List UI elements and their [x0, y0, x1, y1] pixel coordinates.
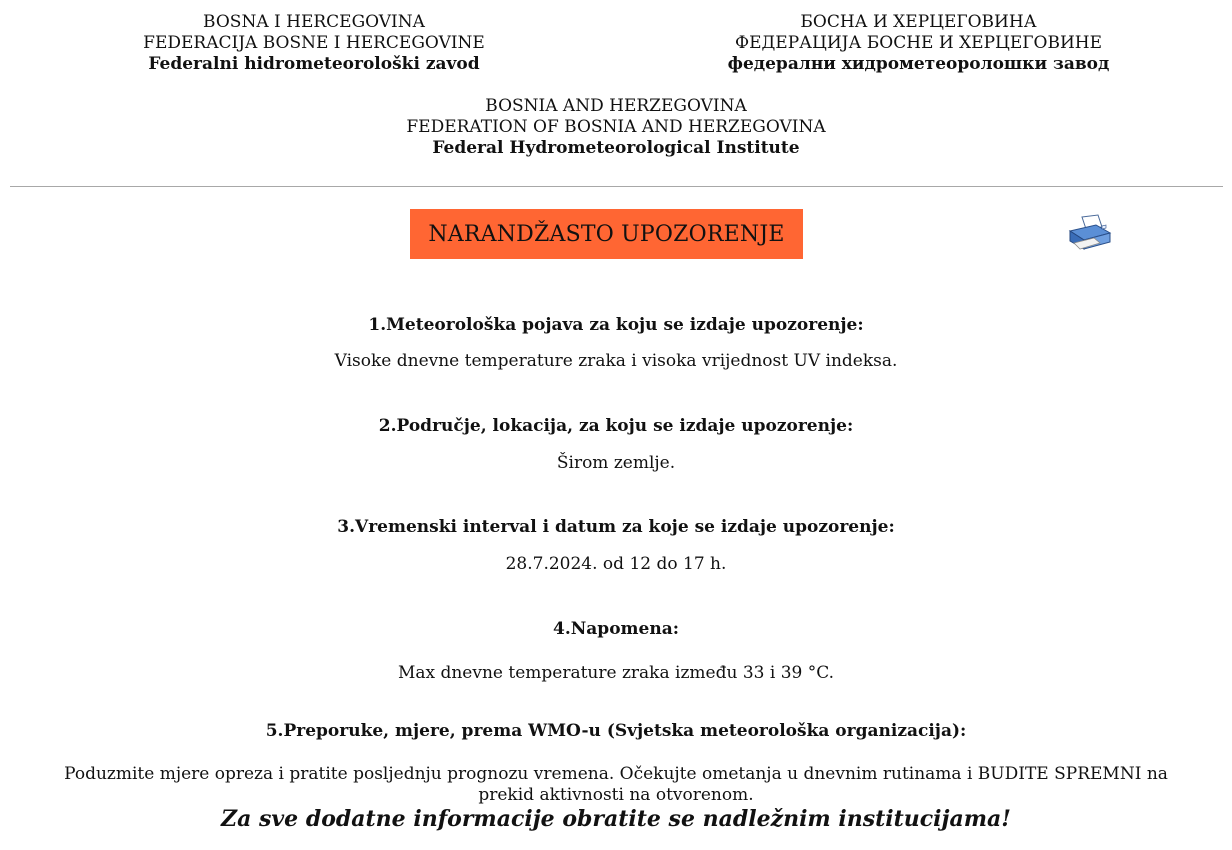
- printer-icon[interactable]: [1066, 213, 1112, 253]
- section-2-body: Širom zemlje.: [556, 453, 676, 473]
- header-latin-federation: FEDERACIJA BOSNE I HERCEGOVINE: [143, 33, 485, 53]
- header-english-federation: FEDERATION OF BOSNIA AND HERZEGOVINA: [406, 117, 826, 137]
- header-cyrillic-country: БОСНА И ХЕРЦЕГОВИНА: [800, 12, 1037, 32]
- section-3-body: 28.7.2024. od 12 do 17 h.: [505, 554, 727, 574]
- section-5-title: 5.Preporuke, mjere, prema WMO-u (Svjetska meteorološka organizacija):: [265, 721, 967, 741]
- section-3-title: 3.Vremenski interval i datum za koje se izdaje upozorenje:: [337, 517, 895, 537]
- section-5-body: Poduzmite mjere opreza i pratite posljednju prognozu vremena. Očekujte ometanja u dnevnim rutinama i BUDITE SPREMNI na prekid aktivnosti na otvorenom.: [64, 764, 1168, 805]
- header-latin: [0, 12, 628, 75]
- header-cyrillic-institute: федерални хидрометеоролошки завод: [727, 54, 1110, 74]
- header-latin-institute: Federalni hidrometeorološki zavod: [148, 54, 480, 74]
- header-divider: [10, 186, 1223, 187]
- section-2-title: 2.Područje, lokacija, za koju se izdaje upozorenje:: [378, 416, 854, 436]
- section-1-title: 1.Meteorološka pojava za koju se izdaje upozorenje:: [368, 315, 864, 335]
- header-english-country: BOSNIA AND HERZEGOVINA: [485, 96, 747, 116]
- warning-level-label: NARANDŽASTO UPOZORENJE: [428, 221, 785, 247]
- header-cyrillic: [616, 12, 1221, 75]
- header-latin-country: BOSNA I HERCEGOVINA: [203, 12, 425, 32]
- section-1-body: Visoke dnevne temperature zraka i visoka vrijednost UV indeksa.: [334, 351, 898, 371]
- closing-notice: Za sve dodatne informacije obratite se nadležnim institucijama!: [221, 806, 1011, 832]
- section-4-title: 4.Napomena:: [553, 619, 679, 639]
- header-cyrillic-federation: ФЕДЕРАЦИЈА БОСНЕ И ХЕРЦЕГОВИНЕ: [734, 33, 1103, 53]
- section-4-body: Max dnevne temperature zraka između 33 i 39 °C.: [397, 663, 835, 683]
- header-english: [0, 96, 1232, 159]
- warning-level-banner: [410, 209, 803, 259]
- header-english-institute: Federal Hydrometeorological Institute: [432, 138, 800, 158]
